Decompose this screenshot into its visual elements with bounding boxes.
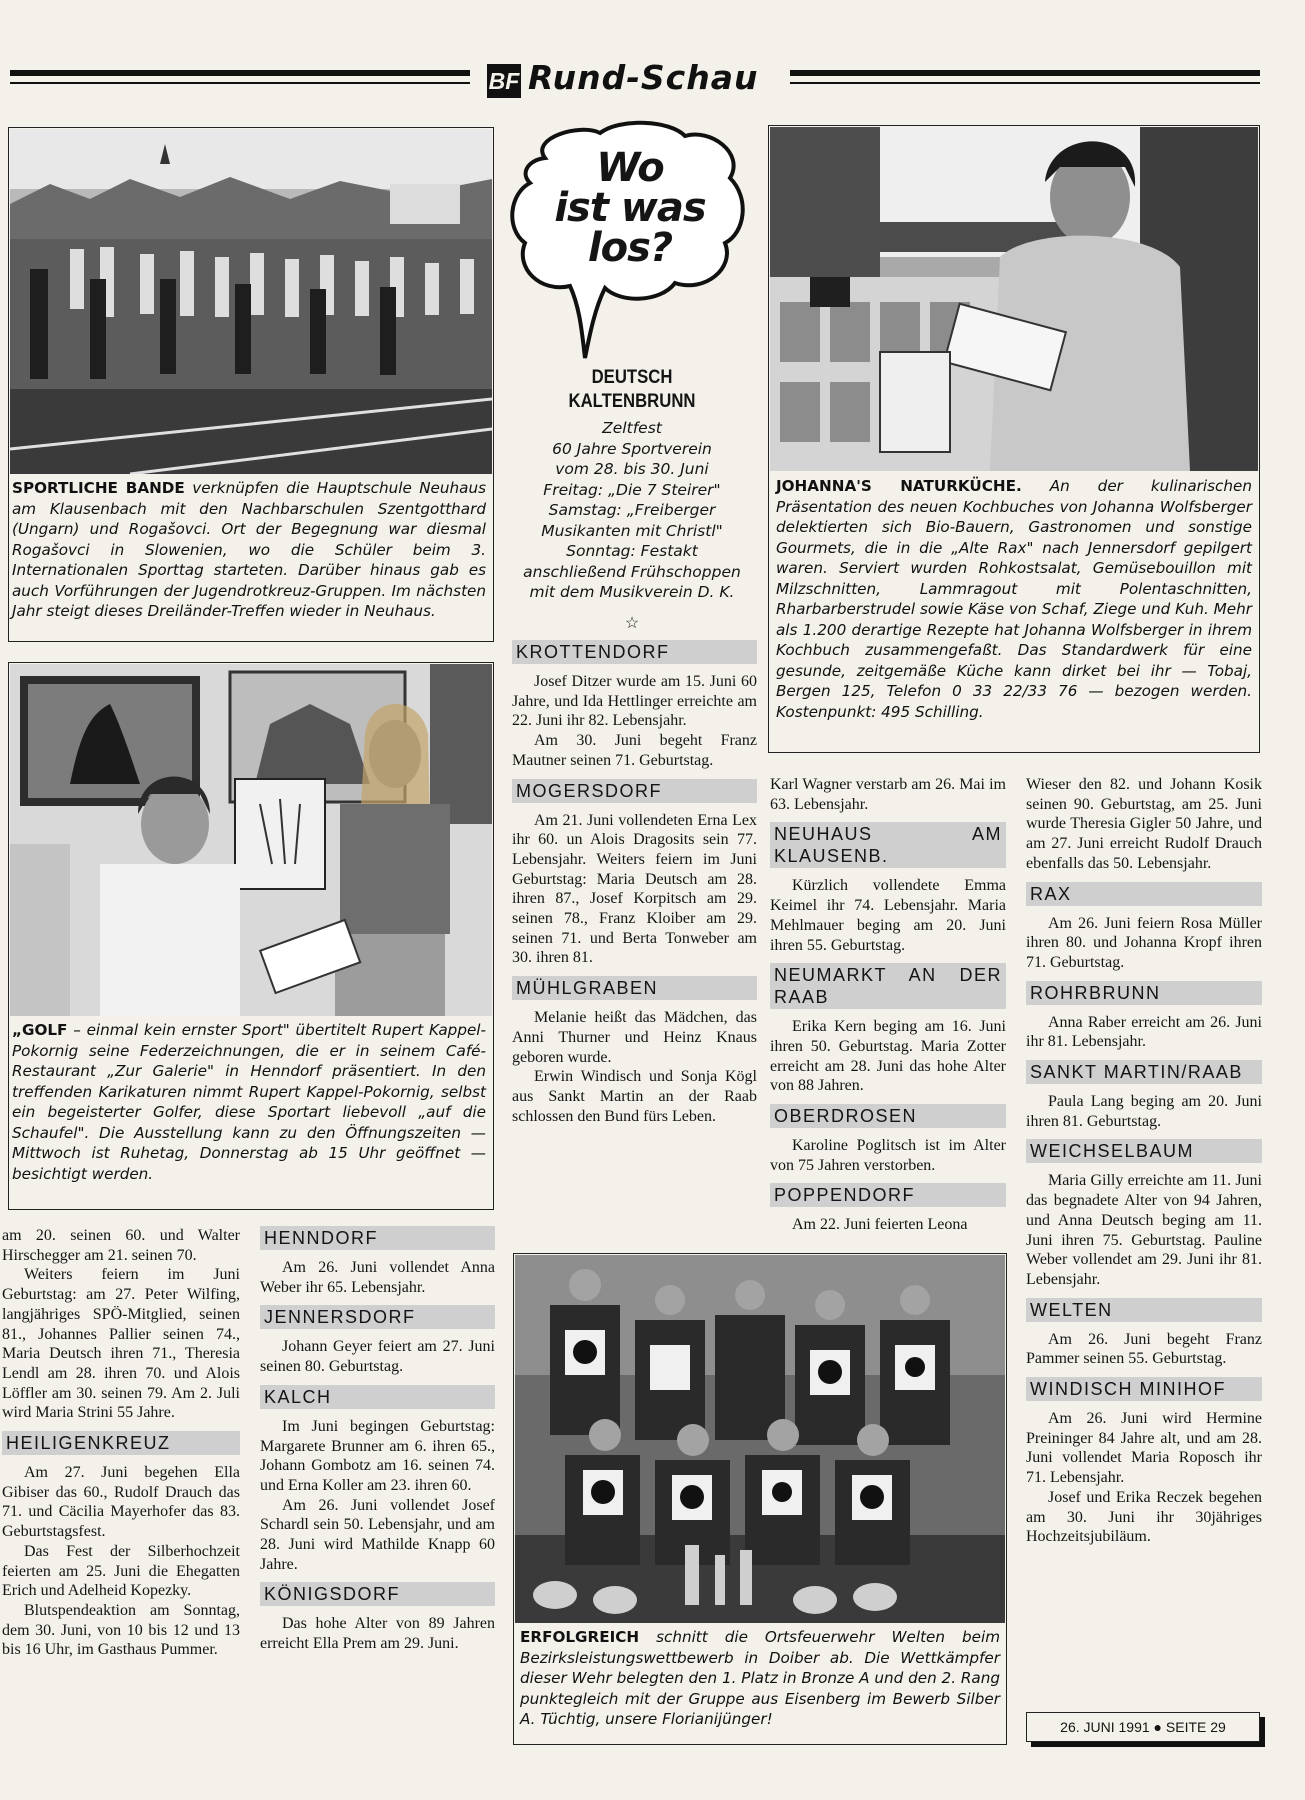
erfolgreich-caption xyxy=(520,1627,1000,1730)
sportliche-lead: SPORTLICHE BANDE xyxy=(12,479,185,497)
header-rule-left xyxy=(10,70,470,76)
header-rule-right-thin xyxy=(790,82,1260,84)
paragraph: Blutspendeaktion am Sonntag, dem 30. Juni, von 10 bis 12 und 13 bis 16 Uhr, im Gasthaus Pummer. xyxy=(2,1601,240,1659)
paragraph: Am 26. Juni feiern Rosa Müller ihren 80. und Johanna Kropf ihren 71. Geburtstag. xyxy=(1026,914,1262,971)
section-heading: KROTTENDORF xyxy=(512,640,757,664)
paragraph: Maria Gilly erreichte am 11. Juni das begnadete Alter von 94 Jahren, und Anna Deutsch beging am 11. Juni ihren 75. Geburtstag. Pauline Weber vollendet am 29. Juni ihr 81. Lebensjahr. xyxy=(1026,1172,1262,1288)
header-rule-left-thin xyxy=(10,82,470,84)
paragraph: Am 21. Juni vollendeten Erna Lex ihr 60. un Alois Dragosits sein 77. Lebensjahr. Weiters feiern im Juni Geburtstag: Maria Deutsch am 28. ihren 87., Josef Korpitsch am 29. seinen 78., Franz Kloiber am 29. seinen 71. und Berta Tonweber am 30. ihren 81. xyxy=(512,811,757,967)
speech-bubble xyxy=(510,118,750,368)
kaltenbrunn-line: Freitag: „Die 7 Steirer" xyxy=(543,480,721,499)
paragraph: Paula Lang beging am 20. Juni ihren 81. Geburtstag. xyxy=(1026,1093,1262,1130)
section-heading: NEUHAUS AM KLAUSENB. xyxy=(770,822,1006,868)
paragraph: Das hohe Alter von 89 Jahren erreicht Ella Prem am 29. Juni. xyxy=(260,1615,495,1653)
section-heading: WEICHSELBAUM xyxy=(1026,1139,1262,1163)
section-heading: RAX xyxy=(1026,882,1262,906)
column-middle xyxy=(512,640,757,1126)
erfolgreich-lead: ERFOLGREICH xyxy=(520,1628,640,1646)
johanna-text: An der kulinarischen Präsentation des neuen Kochbuches von Johanna Wolfsberger delektierten sich Bio-Bauern, Gastronomen und sonstige Gourmets, die in die „Alte Rax" nach Jennersdorf gepilgert waren. Serviert wurden Rohkostsalat, Gemüsebouillon mit Milzschnitten, Lammragout mit Polentaschnitten, Rharbarberstrudel sowie Käse von Schaf, Ziege und Kuh. Mehr als 1.200 derartige Rezepte hat Johanna Wolfsberger in ihrem Kochbuch zusammengefaßt. Das Standardwerk für eine gesunde, zeitgemäße Küche kann dirket bei ihr — Tobaj, Bergen 125, Telefon 0 33 22/33 76 — bezogen werden. Kostenpunkt: 495 Schilling. xyxy=(776,477,1252,721)
column-right-2 xyxy=(1026,775,1262,1547)
firefighters-photo xyxy=(515,1255,1005,1623)
section-heading: OBERDROSEN xyxy=(770,1104,1006,1128)
page-footer: 26. JUNI 1991 ● SEITE 29 xyxy=(1026,1712,1260,1742)
section-heading: MOGERSDORF xyxy=(512,779,757,803)
bubble-line3: los? xyxy=(587,225,673,271)
paragraph: Melanie heißt das Mädchen, das Anni Thurner und Heinz Knaus geboren wurde. xyxy=(512,1009,757,1066)
paragraph: Im Juni begingen Geburtstag: Margarete Brunner am 6. ihren 65., Johann Gombotz am 16. seinen 74. und Erna Koller am 23. ihren 60. xyxy=(260,1417,495,1494)
sportliche-text: verknüpfen die Hauptschule Neuhaus am Klausenbach mit den Nachbarschulen Szentgotthard (Ungarn) und Rogašovci. Ort der Begegnung war diesmal Rogašovci in Slowenien, wo die Schüler beim 3. Internationalen Sporttag starteten. Darüber hinaus gab es auch Vorführungen der Jugendrotkreuz-Gruppen. Im nächsten Jahr steigt dieses Dreiländer-Treffen wieder in Neuhaus. xyxy=(12,479,487,620)
kaltenbrunn-line: Sonntag: Festakt xyxy=(566,542,698,560)
bubble-line1: Wo xyxy=(596,145,664,191)
section-heading: JENNERSDORF xyxy=(260,1305,495,1329)
section-heading: NEUMARKT AN DER RAAB xyxy=(770,963,1006,1009)
bubble-line2: ist was xyxy=(554,185,706,231)
sportliche-caption xyxy=(12,478,486,622)
section-heading: MÜHLGRABEN xyxy=(512,976,757,1000)
paragraph: Am 26. Juni vollendet Anna Weber ihr 65. Lebensjahr. xyxy=(260,1259,495,1296)
paragraph: Karoline Poglitsch ist im Alter von 75 Jahren verstorben. xyxy=(770,1137,1006,1174)
paragraph: Karl Wagner verstarb am 26. Mai im 63. Lebensjahr. xyxy=(770,776,1006,813)
paragraph: Josef und Erika Reczek begehen am 30. Juni ihr 30jähriges Hochzeitsjubiläum. xyxy=(1026,1488,1262,1546)
paragraph: Weiters feiern im Juni Geburtstag: am 27. Peter Wilfing, langjähriges SPÖ-Mitglied, seinen 81., Johannes Pallier seinen 74., Maria Deutsch ihren 71., Theresia Lendl am 28. ihren 70. und Alois Löffler am 30. seinen 79. Am 2. Juli wird Maria Strini 55 Jahre. xyxy=(2,1266,240,1422)
paragraph: Am 22. Juni feierten Leona xyxy=(792,1216,968,1234)
kaltenbrunn-line: Musikanten mit Christl" xyxy=(541,521,723,540)
paragraph: Erika Kern beging am 16. Juni ihren 50. Geburtstag. Maria Zotter erreicht am 28. Juni das hohe Alter von 88 Jahren. xyxy=(770,1018,1006,1095)
kaltenbrunn-lines xyxy=(512,418,752,603)
paragraph: Am 30. Juni begeht Franz Mautner seinen 71. Geburtstag. xyxy=(512,732,757,769)
column-left xyxy=(2,1226,240,1660)
paragraph: Das Fest der Silberhochzeit feierten am 25. Juni die Ehegatten Erich und Adelheid Kopezky. xyxy=(2,1542,240,1600)
column-right-1 xyxy=(770,775,1006,1235)
artist-photo xyxy=(10,664,492,1016)
paragraph: Am 26. Juni wird Hermine Preininger 84 Jahre alt, und am 28. Juni vollendet Maria Roposch ihr 71. Lebensjahr. xyxy=(1026,1410,1262,1487)
paragraph: Johann Geyer feiert am 27. Juni seinen 80. Geburtstag. xyxy=(260,1338,495,1376)
kaltenbrunn-line: anschließend Frühschoppen xyxy=(523,562,741,581)
kaltenbrunn-line: vom 28. bis 30. Juni xyxy=(555,460,709,478)
golf-lead: „GOLF xyxy=(12,1021,68,1039)
kaltenbrunn-title: DEUTSCH KALTENBRUNN xyxy=(568,367,696,412)
kaltenbrunn-line: 60 Jahre Sportverein xyxy=(552,439,712,458)
kaltenbrunn-block xyxy=(512,366,752,633)
paragraph: Am 26. Juni vollendet Josef Schardl sein 50. Lebensjahr, und am 28. Juni wird Mathilde Knapp 60 Jahre. xyxy=(260,1496,495,1573)
column-left-2 xyxy=(260,1226,495,1654)
erfolgreich-text: schnitt die Ortsfeuerwehr Welten beim Bezirksleistungswettbewerb in Doiber ab. Die Wettkämpfer dieser Wehr belegten den 1. Platz in Bronze A und den 2. Rang punktegleich mit der Gruppe aus Eisenberg im Bewerb Silber A. Tüchtig, unsere Florianijünger! xyxy=(520,1628,1000,1728)
kaltenbrunn-line: Samstag: „Freiberger xyxy=(548,501,716,519)
section-heading: WELTEN xyxy=(1026,1298,1262,1322)
paragraph: Wieser den 82. und Johann Kosik seinen 90. Geburtstag, am 25. Juni wurde Theresia Gigler 50 Jahre, und am 27. Juni erreicht Rudolf Drauch ebenfalls das 50. Lebensjahr. xyxy=(1026,776,1262,872)
section-heading: KÖNIGSDORF xyxy=(260,1582,495,1606)
johanna-caption xyxy=(776,476,1252,722)
paragraph: am 20. seinen 60. und Walter Hirschegger am 21. seinen 70. xyxy=(2,1227,240,1264)
star-icon: ☆ xyxy=(624,614,640,632)
header-logo: BF xyxy=(487,64,521,98)
paragraph: Anna Raber erreicht am 26. Juni ihr 81. Lebensjahr. xyxy=(1026,1013,1262,1051)
section-heading: KALCH xyxy=(260,1385,495,1409)
section-heading: HENNDORF xyxy=(260,1226,495,1250)
section-heading: SANKT MARTIN/RAAB xyxy=(1026,1060,1262,1084)
header-rule-right xyxy=(790,70,1260,76)
golf-caption xyxy=(12,1020,486,1184)
sports-crowd-photo xyxy=(10,129,492,474)
section-heading: WINDISCH MINIHOF xyxy=(1026,1377,1262,1401)
golf-text: – einmal kein ernster Sport" übertitelt Rupert Kappel-Pokornig seine Federzeichnungen, die er in seinem Café-Restaurant „Zur Galerie" in Henndorf präsentiert. In den treffenden Karikaturen nimmt Rupert Kappel-Pokornig, selbst ein begeisterter Golfer, diese Sportart liebevoll „auf die Schaufel". Die Ausstellung kann zu den Öffnungszeiten — Mittwoch ist Ruhetag, Donnerstag ab 15 Uhr geöffnet — besichtigt werden. xyxy=(12,1021,486,1183)
johanna-lead: JOHANNA'S NATURKÜCHE. xyxy=(776,477,1022,495)
kaltenbrunn-line: mit dem Musikverein D. K. xyxy=(529,583,735,601)
header-title: Rund-Schau xyxy=(528,58,759,97)
johanna-photo xyxy=(770,127,1258,471)
section-heading: POPPENDORF xyxy=(770,1183,1006,1207)
paragraph: Josef Ditzer wurde am 15. Juni 60 Jahre, und Ida Hettlinger erreichte am 22. Juni ihr 82. Lebensjahr. xyxy=(512,673,757,730)
kaltenbrunn-line: Zeltfest xyxy=(602,419,662,437)
paragraph: Am 26. Juni begeht Franz Pammer seinen 55. Geburtstag. xyxy=(1026,1330,1262,1368)
paragraph: Erwin Windisch und Sonja Kögl aus Sankt Martin an der Raab schlossen den Bund fürs Leben. xyxy=(512,1068,757,1125)
paragraph: Kürzlich vollendete Emma Keimel ihr 74. Lebensjahr. Maria Mehlmauer beging am 20. Juni ihren 55. Geburtstag. xyxy=(770,877,1006,954)
section-heading: ROHRBRUNN xyxy=(1026,981,1262,1005)
paragraph: Am 27. Juni begehen Ella Gibiser das 60., Rudolf Drauch das 71. und Cäcilia Mayerhofer das 83. Geburtstagsfest. xyxy=(2,1464,240,1541)
section-heading: HEILIGENKREUZ xyxy=(2,1431,240,1455)
